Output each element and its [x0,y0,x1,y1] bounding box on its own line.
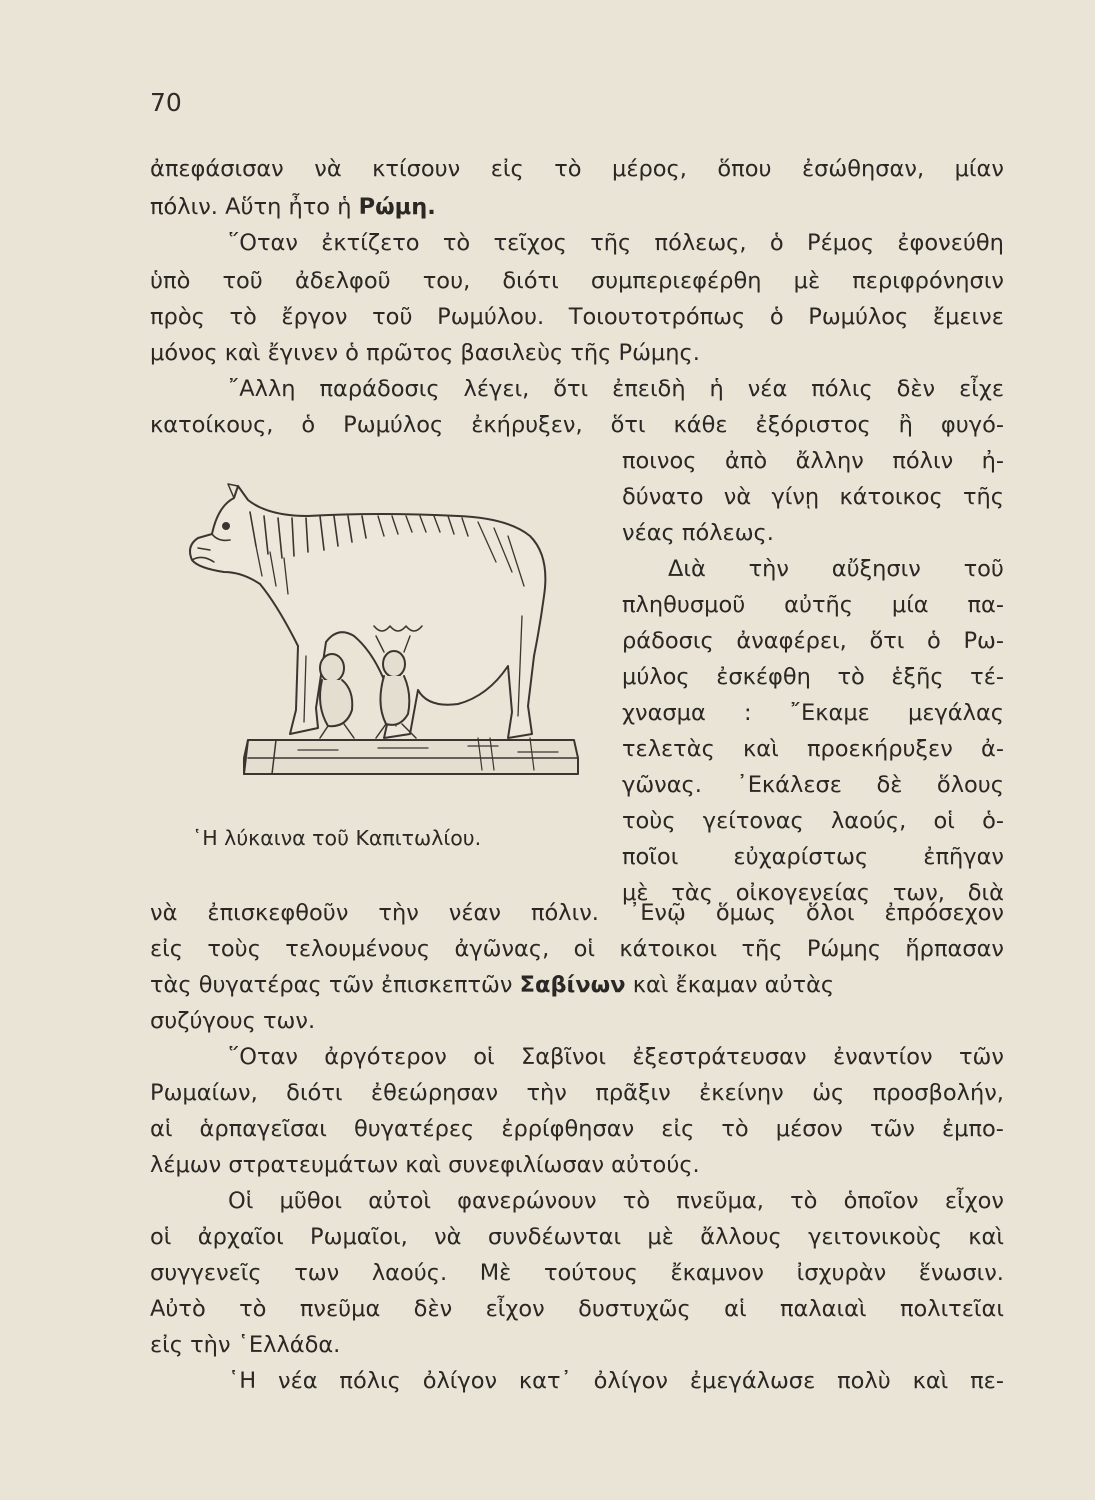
word: λαούς. [371,1260,448,1286]
text-line [150,1258,1004,1288]
word: λέγει, [463,376,530,402]
word: οἱ [473,1044,495,1070]
word: καὶ [743,736,779,762]
word: ἀπεφάσισαν [150,156,284,182]
word: νέα [278,1368,318,1394]
word: προεκήρυξεν [806,736,953,762]
word: ὅπου [717,156,772,182]
word: ἐμεγάλωσε [689,1368,816,1394]
word: Ρέμος [807,230,875,256]
word: ἐρρίφθησαν [501,1116,635,1142]
word: τοῦ [372,304,413,330]
word: νέα [747,376,788,402]
word: ἐφονεύθη [897,230,1004,256]
word: : [744,700,752,726]
text-line [150,1150,1004,1180]
text-line [622,662,1004,692]
word: κατοίκους, [150,412,274,438]
word: μίαν [954,156,1004,182]
word: φυγό- [940,412,1004,438]
word: τελετὰς [622,736,715,762]
word: νὰ [434,1224,462,1250]
word: ἐπειδὴ [612,376,686,402]
word: παράδοσις [319,376,440,402]
word: χνασμα [622,700,706,726]
text-line [150,266,1004,296]
word: καὶ [912,1368,949,1394]
word: γῶνας. [622,772,702,798]
word: ἀναφέρει, [736,628,847,654]
text-line [622,518,1004,548]
word: κτίσουν [372,156,461,182]
word: εἶχε [959,376,1004,402]
text-line [228,228,1004,258]
word: Ρωμαίων, [150,1080,258,1106]
word: δὲν [413,1296,453,1322]
word: κάτοικος [839,484,943,510]
word: Σαβῖνοι [521,1044,606,1070]
word: πρὸς [150,304,205,330]
word: τῶν [958,1044,1004,1070]
text-line [622,842,1004,872]
word: ᾿Ενῷ [628,900,686,926]
text-line [150,934,1004,964]
word: τὴν [748,556,789,582]
word: γείτονας [702,808,804,834]
word: ἐναντίον [832,1044,933,1070]
text-line [622,482,1004,512]
word: ἐκείνην [699,1080,784,1106]
word: νὰ [150,900,178,926]
word: εἶχον [944,1188,1004,1214]
word: ἢ [898,412,913,438]
word: προσβολήν, [872,1080,1004,1106]
text-line [622,770,1004,800]
word: κάθε [673,412,728,438]
word: νέαν [448,900,501,926]
word: ὅτι [553,376,589,402]
word: τεῖχος [493,230,567,256]
word: μὲ [647,1224,674,1250]
word: ἐσκέφθη [716,664,811,690]
line-text: συζύγους των. [150,1008,316,1034]
word: οἱ [573,936,596,962]
word: των, [892,880,945,906]
line-text: εἰς τὴν ῾Ελλάδα. [150,1332,341,1358]
text-line [150,1330,1004,1360]
capitoline-wolf-illustration [178,476,592,790]
word: δυστυχῶς [578,1296,691,1322]
word: ὁ [301,412,316,438]
word: μύλος [622,664,690,690]
word: πόλεως, [654,230,747,256]
word: ἥρπασαν [905,936,1004,962]
word: τελουμένους [285,936,431,962]
word: αὔξησιν [831,556,921,582]
text-line [150,1222,1004,1252]
word: πόλιν [892,448,954,474]
word: ῞Οταν [228,1044,298,1070]
word: ὁποῖον [843,1188,919,1214]
word: παλαιαὶ [779,1296,867,1322]
word: νὰ [314,156,342,182]
word: Ρω- [963,628,1004,654]
word: μέσον [775,1116,843,1142]
word: τοῦ [222,268,263,294]
word: διότι [286,1080,343,1106]
word: περιφρόνησιν [852,268,1004,294]
word: ἐσώθησαν, [802,156,925,182]
word: Ρωμύλου. [437,304,545,330]
word: τῶν [869,1116,915,1142]
text-line [622,446,1004,476]
word: ῞Οταν [228,230,298,256]
word: Διὰ [668,556,706,582]
word: Ρώμης [806,936,882,962]
word: τοῦ [963,556,1004,582]
word: συγγενεῖς [150,1260,262,1286]
word: μῦθοι [279,1188,342,1214]
word: ἀρχαῖοι [197,1224,284,1250]
word: μία [891,592,929,618]
word: διὰ [967,880,1004,906]
word: εἰς [661,1116,695,1142]
word: ποῖοι [622,844,679,870]
word: αὐτοὶ [368,1188,431,1214]
word: συμπεριεφέρθη [590,268,762,294]
word: εὐχαρίστως [733,844,869,870]
word: ῾Η [228,1368,257,1394]
word: κατ᾿ [518,1368,572,1394]
word: Αὐτὸ [150,1296,206,1322]
text-line [150,154,1004,184]
word: τὸ [721,1116,749,1142]
word: ἑξῆς [891,664,944,690]
word: ἔμεινε [932,304,1004,330]
word: λαούς, [830,808,907,834]
word: δύνατο [622,484,704,510]
word: ῎Εκαμε [789,700,870,726]
word: ἔκαμνον [670,1260,764,1286]
word: τὸ [837,664,865,690]
word: τὸ [554,156,582,182]
word: εἰς [150,936,183,962]
word: τὴν [378,900,419,926]
word: τὸ [239,1296,267,1322]
word: γειτονικοὺς [808,1224,942,1250]
word: τὴν [526,1080,567,1106]
word: πα- [967,592,1004,618]
word: θυγατέρες [353,1116,475,1142]
word: ὁ- [982,808,1004,834]
word: ἀγῶνας, [454,936,550,962]
word: πόλις [811,376,873,402]
word: συνδέωνται [487,1224,622,1250]
word: ἄλλους [700,1224,782,1250]
line-text: καὶ ἔκαμαν αὐτὰς [625,972,835,998]
text-line [150,192,1004,222]
text-line [622,734,1004,764]
word: ἀπὸ [724,448,768,474]
word: τὸ [790,1188,818,1214]
text-line [228,1186,1004,1216]
word: κάτοικοι [619,936,718,962]
word: τὰς [671,880,713,906]
word: τὸ [229,304,257,330]
word: πληθυσμοῦ [622,592,746,618]
text-line [150,1294,1004,1324]
word: πόλιν. [530,900,599,926]
word: γίνῃ [771,484,820,510]
word: τοὺς [207,936,261,962]
text-line [668,554,1004,584]
text-line [622,626,1004,656]
word: μὲ [622,880,649,906]
word: μεγάλας [908,700,1004,726]
line-text: πόλιν. Αὕτη ἦτο ἡ [150,194,359,220]
word: ἐξόριστος [755,412,871,438]
text-line [150,898,1004,928]
word: νὰ [723,484,752,510]
word: εἰς [490,156,524,182]
word: πνεῦμα, [676,1188,764,1214]
text-line [622,698,1004,728]
word: ἀργότερον [324,1044,447,1070]
word: διότι [502,268,559,294]
word: πρᾶξιν [595,1080,671,1106]
word: μὲ [793,268,821,294]
word: ἀδελφοῦ [294,268,391,294]
line-text: νέας πόλεως. [622,520,774,546]
word: Ρωμύλος [343,412,444,438]
text-line [150,302,1004,332]
word: φανερώνουν [457,1188,597,1214]
text-line [228,1042,1004,1072]
word: ὅτι [869,628,905,654]
word: ἐξεστράτευσαν [632,1044,807,1070]
word: δὲν [896,376,936,402]
word: ἕνωσιν. [918,1260,1004,1286]
word: ὡς [812,1080,845,1106]
word: δὲ [876,772,903,798]
line-text: τὰς θυγατέρας τῶν ἐπισκεπτῶν [150,972,520,998]
word: ὑπὸ [150,268,191,294]
word: πολιτεῖαι [899,1296,1004,1322]
word: ᾿Εκάλεσε [736,772,842,798]
word: οἰκογενείας [735,880,870,906]
word: εἶχον [485,1296,545,1322]
word: ἐθεώρησαν [370,1080,499,1106]
word: τὸ [442,230,471,256]
line-text: λέμων στρατευμάτων καὶ συνεφιλίωσαν αὐτούς. [150,1152,700,1178]
text-line [228,1366,1004,1396]
text-line [622,806,1004,836]
figure-caption: ῾Η λύκαινα τοῦ Καπιτωλίου. [192,826,482,850]
text-line [150,338,1004,368]
word: ῎Αλλη [228,376,296,402]
word: τῆς [962,484,1004,510]
word: ἁρπαγεῖσαι [199,1116,327,1142]
text-line [150,970,1004,1000]
word: ἐκτίζετο [321,230,420,256]
word: ὀλίγον [593,1368,669,1394]
word: πνεῦμα [299,1296,381,1322]
roma-bold: Ρώμη. [358,194,436,220]
word: ἐπῆγαν [923,844,1004,870]
word: τῆς [590,230,632,256]
word: Τοιουτοτρόπως [568,304,746,330]
word: ἔργον [281,304,348,330]
word: ὅλους [936,772,1004,798]
word: Μὲ [479,1260,512,1286]
word: ὅμως [715,900,776,926]
word: ἐπρόσεχον [884,900,1004,926]
word: ὀλίγον [422,1368,498,1394]
word: ἄλλην [795,448,864,474]
text-line [150,1006,1004,1036]
word: Ρωμαῖοι, [310,1224,408,1250]
word: πόλις [339,1368,401,1394]
text-line [150,1078,1004,1108]
word: οἱ [150,1224,172,1250]
word: πε- [970,1368,1004,1394]
word: τέ- [970,664,1004,690]
word: αἱ [724,1296,747,1322]
text-line [622,590,1004,620]
word: ἰσχυρὰν [796,1260,887,1286]
word: τούτους [543,1260,638,1286]
word: Ρωμύλος [808,304,909,330]
word: ἐκήρυξεν, [471,412,583,438]
word: ἠ- [981,448,1004,474]
word: των [294,1260,340,1286]
word: πολὺ [837,1368,891,1394]
word: ἐμπο- [942,1116,1004,1142]
word: ὁ [927,628,941,654]
word: αἱ [150,1116,173,1142]
word: ὁ [769,304,784,330]
text-line [150,410,1004,440]
word: ὅλοι [806,900,855,926]
word: τὸ [622,1188,651,1214]
word: του, [422,268,471,294]
word: ὅτι [610,412,646,438]
text-line [150,1114,1004,1144]
word: τῆς [741,936,783,962]
page-number: 70 [150,88,182,117]
word: ὁ [769,230,784,256]
line-text: μόνος καὶ ἔγινεν ὁ πρῶτος βασιλεὺς τῆς Ρώμης. [150,340,700,366]
text-line [228,374,1004,404]
word: ἐπισκεφθοῦν [207,900,349,926]
sabines-bold: Σαβίνων [519,972,626,998]
word: ράδοσις [622,628,714,654]
word: ποινος [622,448,697,474]
word: οἱ [933,808,955,834]
word: αὐτῆς [784,592,854,618]
word: Οἱ [228,1188,254,1214]
word: μέρος, [612,156,687,182]
word: ἀ- [981,736,1004,762]
word: καὶ [968,1224,1004,1250]
word: ἡ [709,376,724,402]
word: τοὺς [622,808,676,834]
